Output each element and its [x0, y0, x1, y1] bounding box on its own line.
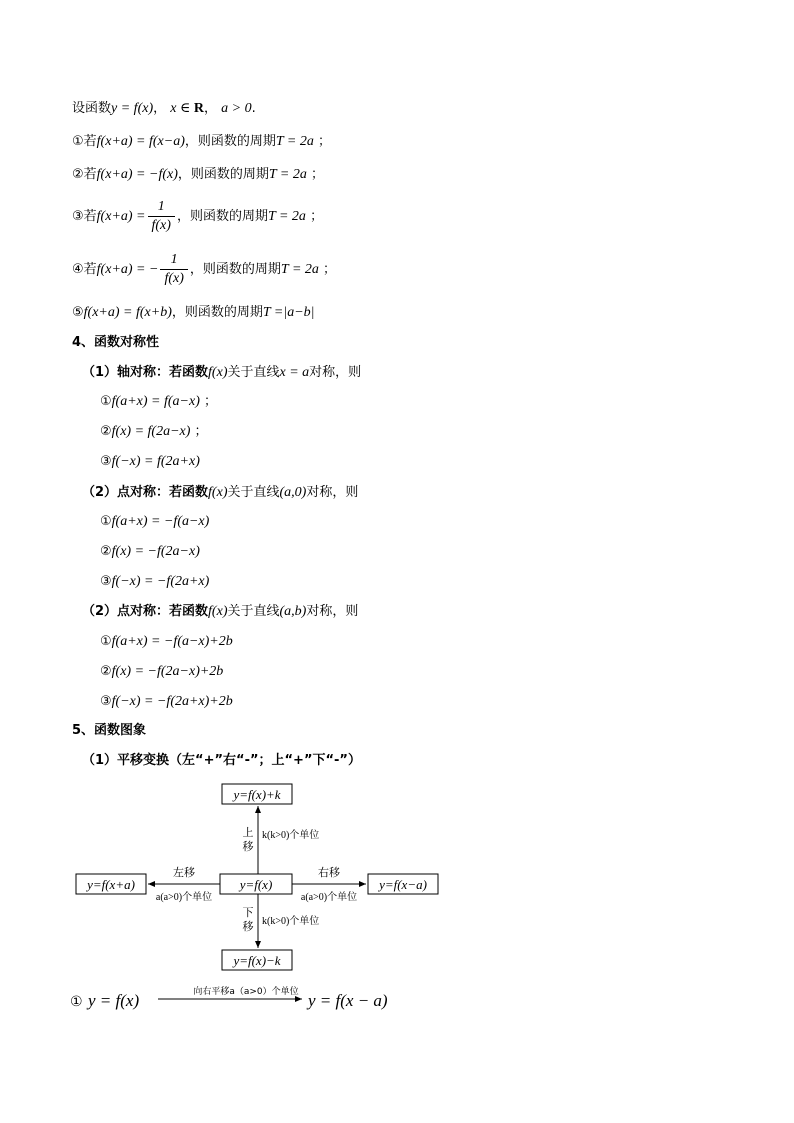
- item-pre: 若: [83, 262, 97, 277]
- item-expr: f(x) = −f(2a−x): [111, 544, 200, 559]
- item-number: ①: [72, 134, 84, 149]
- final-arrow-text: 向右平移a（a>0）个单位: [193, 987, 299, 997]
- fraction: [160, 251, 187, 288]
- item-lhs: f(x+a) = f(x+b): [83, 305, 172, 320]
- item-number: ④: [72, 262, 84, 277]
- item-number: ③: [72, 209, 84, 224]
- label-tail: 对称，则: [309, 365, 362, 380]
- item-end: ；: [306, 167, 325, 182]
- intro-domain: x ∈: [170, 101, 194, 116]
- fraction-numerator: 1: [148, 198, 175, 217]
- point1-item-2: [100, 543, 200, 561]
- fraction-denominator: f(x): [151, 218, 171, 233]
- item-lhs: f(x+a) =: [96, 209, 146, 224]
- item-expr: f(−x) = f(2a+x): [111, 454, 200, 469]
- fraction-denominator: f(x): [164, 271, 184, 286]
- item-result: T = 2a: [280, 262, 319, 277]
- item-number: ①: [100, 394, 112, 409]
- item-eq: = f(x−a): [132, 134, 185, 149]
- item-expr: f(a+x) = −f(a−x): [111, 514, 210, 529]
- intro-cond: a > 0: [221, 101, 252, 116]
- intro-func: y = f(x): [111, 101, 154, 116]
- item-number: ②: [100, 664, 112, 679]
- right-label: 右移: [318, 866, 340, 879]
- label-tail: 对称，则: [306, 604, 359, 619]
- translation-subheading: （1）平移变换（左“+”右“-”；上“+”下“-”）: [82, 753, 361, 768]
- label-line: (a,b): [279, 604, 307, 619]
- item-expr: f(x) = f(2a−x): [111, 424, 191, 439]
- fraction-numerator: 1: [160, 251, 187, 270]
- axis-symmetry-label: [82, 364, 361, 382]
- item-expr: f(−x) = −f(2a+x): [111, 574, 210, 589]
- item-expr: f(x) = −f(2a−x)+2b: [111, 664, 224, 679]
- item-lhs: f(x+a) = −: [96, 262, 159, 277]
- label-line: x = a: [279, 365, 310, 380]
- item-lhs: f(x+a): [96, 167, 133, 182]
- item-expr: f(−x) = −f(2a+x)+2b: [111, 694, 233, 709]
- label-tail: 对称，则: [306, 485, 359, 500]
- intro-text: 设函数: [72, 101, 112, 116]
- item-number: ②: [100, 424, 112, 439]
- label-mid: 关于直线: [227, 365, 280, 380]
- label-mid: 关于直线: [227, 604, 280, 619]
- label-text: （1）轴对称：若函数: [82, 365, 209, 380]
- point2-item-2: [100, 663, 223, 681]
- item-end: ；: [313, 134, 332, 149]
- item-number: ②: [100, 544, 112, 559]
- point1-item-3: [100, 573, 209, 591]
- label-line: (a,0): [279, 485, 307, 500]
- item-post: ，则函数的周期: [184, 134, 276, 149]
- item-result: T = 2a: [275, 134, 314, 149]
- item-number: ②: [72, 167, 84, 182]
- item-eq: = −f(x): [132, 167, 178, 182]
- label-func: f(x): [208, 604, 228, 619]
- item-number: ③: [100, 574, 112, 589]
- down-label-1: 下: [242, 906, 254, 919]
- item-number: ③: [100, 454, 112, 469]
- item-result: T =|a−b|: [262, 305, 315, 320]
- point2-item-1: [100, 633, 233, 651]
- item-number: ①: [100, 634, 112, 649]
- label-text: （2）点对称：若函数: [82, 485, 209, 500]
- top-func: y=f(x)+k: [233, 787, 281, 802]
- label-func: f(x): [208, 365, 228, 380]
- down-label-2: 移: [242, 920, 254, 933]
- center-func: y=f(x): [239, 877, 273, 892]
- item-pre: 若: [83, 209, 97, 224]
- item-end: ；: [305, 209, 324, 224]
- axis-item-2: [100, 423, 208, 441]
- up-label-2: 移: [242, 840, 254, 853]
- right-condition: a(a>0)个单位: [300, 892, 358, 903]
- bottom-func: y=f(x)−k: [233, 953, 281, 968]
- right-func: y=f(x−a): [379, 877, 427, 892]
- item-result: T = 2a: [267, 209, 306, 224]
- final-lhs: y = f(x): [88, 991, 140, 1010]
- point-symmetry-label-1: [82, 484, 358, 502]
- intro-comma: ，: [153, 101, 167, 116]
- point2-item-3: [100, 693, 233, 711]
- item-number: ①: [100, 514, 112, 529]
- item-lhs: f(x+a): [96, 134, 133, 149]
- item-post: ，则函数的周期: [177, 167, 269, 182]
- period-item-4: [72, 250, 336, 290]
- period-item-1: [72, 133, 331, 151]
- item-post: ，则函数的周期: [189, 262, 281, 277]
- item-pre: 若: [83, 134, 97, 149]
- left-label: 左移: [173, 866, 195, 879]
- graph-heading: 5、函数图象: [72, 723, 147, 738]
- item-number: ⑤: [72, 305, 84, 320]
- item-post: ，则函数的周期: [176, 209, 268, 224]
- intro-reals: R: [193, 101, 204, 116]
- item-result: T = 2a: [268, 167, 307, 182]
- label-text: （2）点对称：若函数: [82, 604, 209, 619]
- up-label-1: 上: [242, 826, 254, 839]
- down-condition: k(k>0)个单位: [262, 916, 320, 927]
- period-item-3: [72, 197, 323, 237]
- translation-diagram: [70, 780, 450, 975]
- period-item-2: [72, 166, 324, 184]
- left-func: y=f(x+a): [87, 877, 135, 892]
- final-transformation: [70, 982, 470, 1022]
- intro-period-dot: .: [251, 101, 256, 116]
- item-end: ；: [318, 262, 337, 277]
- item-number: ③: [100, 694, 112, 709]
- left-condition: a(a>0)个单位: [155, 892, 213, 903]
- final-number: ①: [70, 994, 83, 1010]
- intro-comma2: ，: [203, 101, 217, 116]
- item-post: ，则函数的周期: [171, 305, 263, 320]
- item-end: ；: [199, 394, 217, 409]
- label-func: f(x): [208, 485, 228, 500]
- axis-item-3: [100, 453, 200, 471]
- fraction: [148, 198, 175, 235]
- period-item-5: [72, 304, 315, 322]
- item-expr: f(a+x) = −f(a−x)+2b: [111, 634, 233, 649]
- item-end: ；: [190, 424, 208, 439]
- axis-item-1: [100, 393, 217, 411]
- symmetry-heading: 4、函数对称性: [72, 335, 160, 350]
- up-condition: k(k>0)个单位: [262, 830, 320, 841]
- point-symmetry-label-2: [82, 603, 358, 621]
- label-mid: 关于直线: [227, 485, 280, 500]
- period-intro: [72, 100, 256, 118]
- final-rhs: y = f(x − a): [308, 991, 388, 1010]
- item-pre: 若: [83, 167, 97, 182]
- item-expr: f(a+x) = f(a−x): [111, 394, 200, 409]
- point1-item-1: [100, 513, 209, 531]
